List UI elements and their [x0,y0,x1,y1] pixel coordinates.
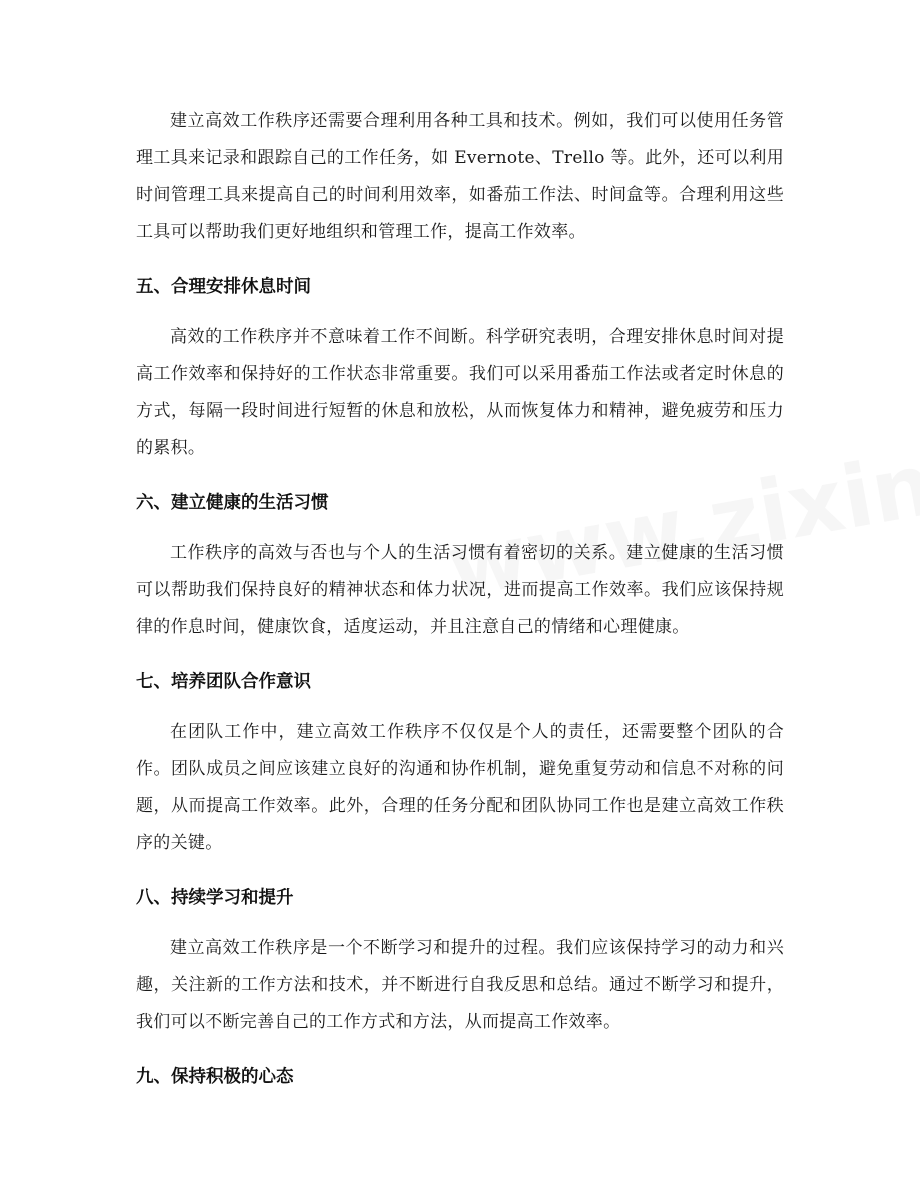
paragraph-continuous-learning: 建立高效工作秩序是一个不断学习和提升的过程。我们应该保持学习的动力和兴趣，关注新的工作方法和技术，并不断进行自我反思和总结。通过不断学习和提升，我们可以不断完善自己的工作方式和方法，从而提高工作效率。 [136,938,784,1032]
document-body [136,103,784,1092]
paragraph-teamwork: 在团队工作中，建立高效工作秩序不仅仅是个人的责任，还需要整个团队的合作。团队成员之间应该建立良好的沟通和协作机制，避免重复劳动和信息不对称的问题，从而提高工作效率。此外，合理的任务分配和团队协同工作也是建立高效工作秩序的关键。 [136,722,784,853]
paragraph-rest-time: 高效的工作秩序并不意味着工作不间断。科学研究表明，合理安排休息时间对提高工作效率和保持好的工作状态非常重要。我们可以采用番茄工作法或者定时休息的方式，每隔一段时间进行短暂的休息和放松，从而恢复体力和精神，避免疲劳和压力的累积。 [136,327,784,458]
paragraph-tools: 建立高效工作秩序还需要合理利用各种工具和技术。例如，我们可以使用任务管理工具来记录和跟踪自己的工作任务，如 Evernote、Trello 等。此外，还可以利用时间管理工具来提高自己的时间利用效率，如番茄工作法、时间盒等。合理利用这些工具可以帮助我们更好地组织和管理工作，提高工作效率。 [136,111,784,242]
heading-positive-mindset: 九、保持积极的心态 [136,1067,294,1087]
heading-rest-time: 五、合理安排休息时间 [136,277,311,297]
heading-continuous-learning: 八、持续学习和提升 [136,888,294,908]
heading-healthy-habits: 六、建立健康的生活习惯 [136,493,329,513]
paragraph-healthy-habits: 工作秩序的高效与否也与个人的生活习惯有着密切的关系。建立健康的生活习惯可以帮助我们保持良好的精神状态和体力状况，进而提高工作效率。我们应该保持规律的作息时间，健康饮食，适度运动，并且注意自己的情绪和心理健康。 [136,543,784,637]
heading-teamwork: 七、培养团队合作意识 [136,672,311,692]
